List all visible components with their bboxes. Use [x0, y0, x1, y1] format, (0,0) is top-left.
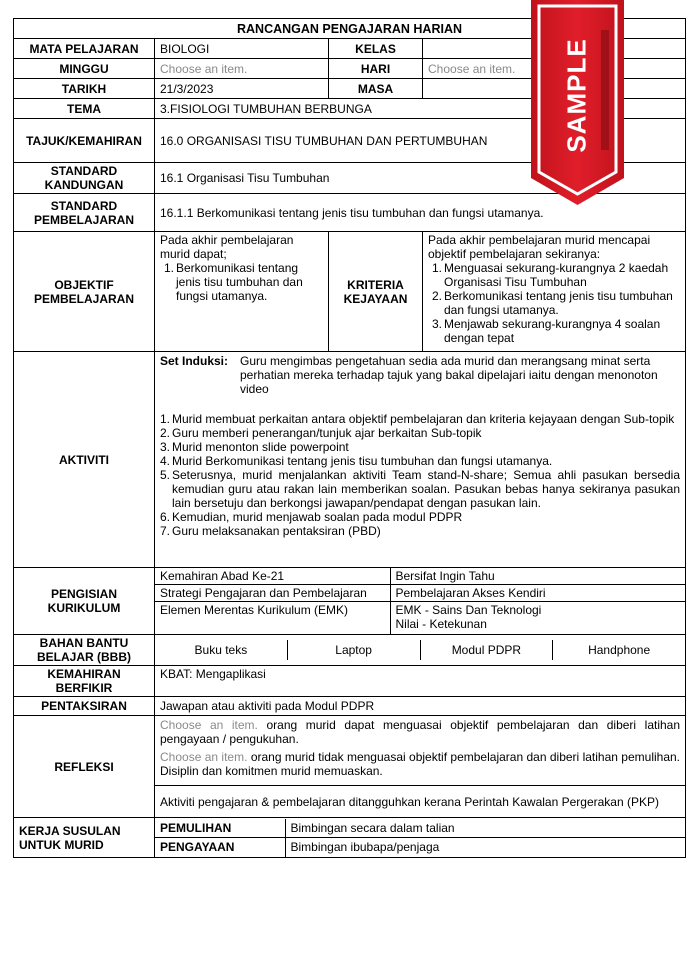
- standard-pembelajaran-label: [14, 194, 155, 232]
- pengisian-label-line1: PENGISIAN: [50, 587, 117, 601]
- hari-dropdown[interactable]: Choose an item.: [423, 59, 686, 79]
- kemahiran-berfikir-label-line2: BERFIKIR: [55, 681, 113, 695]
- bbb-item[interactable]: Modul PDPR: [420, 640, 553, 660]
- standard-kandungan-label-line2: KANDUNGAN: [44, 178, 124, 192]
- tema-value[interactable]: 3.FISIOLOGI TUMBUHAN BERBUNGA: [155, 99, 686, 119]
- pengayaan-label: PENGAYAAN: [155, 838, 285, 857]
- aktiviti-item: 5. Seterusnya, murid menjalankan aktiviti Team stand-N-share; Semua ahli pasukan bersedia kemudian guru atau rakan lain memberikan soalan. Pasukan bebas hanya sekiranya pasukan lain bersetuju dan berkongsi jawapan/pendapat dengan pasukan lain.: [160, 468, 681, 510]
- pengisian-label: [14, 568, 155, 635]
- pengisian-item[interactable]: Bersifat Ingin Tahu: [390, 568, 685, 585]
- pengayaan-value[interactable]: Bimbingan ibubapa/penjaga: [285, 838, 685, 857]
- objektif-item: 1. Berkomunikasi tentang jenis tisu tumbuhan dan fungsi utamanya.: [160, 261, 323, 303]
- pengisian-item[interactable]: Strategi Pengajaran dan Pembelajaran: [155, 585, 390, 602]
- objektif-label-line2: PEMBELAJARAN: [33, 291, 134, 306]
- aktiviti-item-text: Murid Berkomunikasi tentang jenis tisu tumbuhan dan fungsi utamanya.: [172, 454, 553, 468]
- aktiviti-item-text: Kemudian, murid menjawab soalan pada modul PDPR: [172, 510, 463, 524]
- kriteria-item: 2. Berkomunikasi tentang jenis tisu tumbuhan dan fungsi utamanya.: [428, 289, 680, 317]
- kerja-susulan-table: [155, 819, 685, 857]
- kriteria-item: 1. Menguasai sekurang-kurangnya 2 kaedah Organisasi Tisu Tumbuhan: [428, 261, 680, 289]
- kriteria-label-line2: KEJAYAAN: [343, 291, 408, 306]
- pengisian-item: EMK - Sains Dan Teknologi: [395, 603, 542, 617]
- aktiviti-item-text: Guru melaksanakan pentaksiran (PBD): [172, 524, 381, 538]
- kerja-susulan-content: [155, 818, 686, 858]
- aktiviti-content[interactable]: [155, 352, 686, 568]
- aktiviti-item: 7. Guru melaksanakan pentaksiran (PBD): [160, 524, 680, 538]
- kemahiran-berfikir-label-line1: KEMAHIRAN: [47, 667, 121, 681]
- pengisian-table: [155, 568, 685, 634]
- kemahiran-berfikir-label: [14, 666, 155, 697]
- kerja-susulan-label: [14, 818, 155, 858]
- pengisian-item: Nilai - Ketekunan: [395, 617, 487, 631]
- mata-pelajaran-value[interactable]: BIOLOGI: [155, 39, 329, 59]
- kriteria-item: 3. Menjawab sekurang-kurangnya 4 soalan dengan tepat: [428, 317, 680, 345]
- aktiviti-item-text: Guru memberi penerangan/tunjuk ajar berkaitan Sub-topik: [172, 426, 482, 440]
- objektif-label-line1: OBJEKTIF: [54, 277, 114, 292]
- aktiviti-label: AKTIVITI: [14, 352, 155, 568]
- sample-stamp: [531, 0, 624, 205]
- standard-kandungan-label-line1: STANDARD: [50, 164, 118, 178]
- refleksi-text-2: orang murid tidak menguasai objektif pembelajaran dan diberi latihan pemulihan. Disiplin dan komitmen murid memuaskan.: [160, 750, 681, 778]
- bbb-label-line2: BELAJAR (BBB): [37, 650, 131, 664]
- aktiviti-item: 6. Kemudian, murid menjawab soalan pada modul PDPR: [160, 510, 680, 524]
- tajuk-value[interactable]: 16.0 ORGANISASI TISU TUMBUHAN DAN PERTUMBUHAN: [155, 119, 686, 163]
- pemulihan-value[interactable]: Bimbingan secara dalam talian: [285, 819, 685, 838]
- kerja-susulan-label-line2: UNTUK MURID: [19, 837, 104, 852]
- kerja-susulan-label-line1: KERJA SUSULAN: [19, 823, 121, 838]
- aktiviti-item-text: Seterusnya, murid menjalankan aktiviti Team stand-N-share; Semua ahli pasukan bersedia kemudian guru atau rakan lain memberikan soalan. Pasukan bebas hanya sekiranya pasukan lain bersetuju dan berkongsi jawapan/pendapat dengan pasukan lain.: [172, 468, 681, 510]
- sample-stamp-text: SAMPLE: [562, 37, 592, 153]
- aktiviti-item-text: Murid menonton slide powerpoint: [172, 440, 349, 454]
- bbb-item[interactable]: Buku teks: [194, 643, 248, 657]
- standard-pembelajaran-value[interactable]: 16.1.1 Berkomunikasi tentang jenis tisu tumbuhan dan fungsi utamanya.: [155, 194, 686, 232]
- standard-kandungan-label: [14, 163, 155, 194]
- pengisian-item[interactable]: Kemahiran Abad Ke-21: [155, 568, 390, 585]
- hari-label: HARI: [329, 59, 423, 79]
- pentaksiran-value[interactable]: Jawapan atau aktiviti pada Modul PDPR: [155, 697, 686, 716]
- minggu-label: MINGGU: [14, 59, 155, 79]
- kriteria-item-text: Berkomunikasi tentang jenis tisu tumbuhan dan fungsi utamanya.: [444, 289, 673, 317]
- tarikh-value[interactable]: 21/3/2023: [155, 79, 329, 99]
- kriteria-item-text: Menjawab sekurang-kurangnya 4 soalan dengan tepat: [444, 317, 661, 345]
- bbb-content: [155, 635, 686, 666]
- set-induksi-text: Guru mengimbas pengetahuan sedia ada murid dan merangsang minat serta perhatian mereka terhadap tajuk yang bakal dipelajari iaitu dengan menonoton video: [240, 354, 658, 396]
- refleksi-dropdown-1[interactable]: Choose an item.: [160, 718, 258, 732]
- pengisian-item-group[interactable]: [390, 602, 685, 635]
- bbb-item[interactable]: Laptop: [287, 640, 420, 660]
- aktiviti-item-text: Murid membuat perkaitan antara objektif pembelajaran dan kriteria kejayaan dengan Sub-topik: [172, 412, 675, 426]
- minggu-dropdown[interactable]: Choose an item.: [155, 59, 329, 79]
- set-induksi-label: Set Induksi:: [160, 354, 229, 368]
- kriteria-label: [329, 232, 423, 352]
- kriteria-label-line1: KRITERIA: [347, 277, 404, 292]
- kriteria-content[interactable]: [423, 232, 686, 352]
- objektif-intro: Pada akhir pembelajaran murid dapat;: [160, 233, 294, 261]
- refleksi-line-2: [160, 750, 680, 778]
- pentaksiran-label: PENTAKSIRAN: [14, 697, 155, 716]
- refleksi-content[interactable]: [155, 716, 686, 786]
- refleksi-pkp[interactable]: Aktiviti pengajaran & pembelajaran ditangguhkan kerana Perintah Kawalan Pergerakan (PKP): [155, 786, 686, 818]
- objektif-content[interactable]: [155, 232, 329, 352]
- refleksi-text-1: orang murid dapat menguasai objektif pembelajaran dan diberi latihan pengayaan / pengukuhan.: [160, 718, 681, 746]
- aktiviti-item: 2. Guru memberi penerangan/tunjuk ajar berkaitan Sub-topik: [160, 426, 680, 440]
- pemulihan-label: PEMULIHAN: [155, 819, 285, 838]
- kriteria-intro: Pada akhir pembelajaran murid mencapai objektif pembelajaran sekiranya:: [428, 233, 651, 261]
- aktiviti-item: 3. Murid menonton slide powerpoint: [160, 440, 680, 454]
- pengisian-item[interactable]: Pembelajaran Akses Kendiri: [390, 585, 685, 602]
- kelas-label: KELAS: [329, 39, 423, 59]
- objektif-label: [14, 232, 155, 352]
- aktiviti-item: 4. Murid Berkomunikasi tentang jenis tisu tumbuhan dan fungsi utamanya.: [160, 454, 680, 468]
- refleksi-dropdown-2[interactable]: Choose an item.: [160, 750, 248, 764]
- refleksi-label: REFLEKSI: [14, 716, 155, 818]
- tema-label: TEMA: [14, 99, 155, 119]
- pengisian-label-line2: KURIKULUM: [47, 601, 121, 615]
- pengisian-content: [155, 568, 686, 635]
- standard-pembelajaran-label-line2: PEMBELAJARAN: [33, 212, 134, 227]
- standard-pembelajaran-label-line1: STANDARD: [50, 198, 118, 213]
- set-induksi: [160, 354, 680, 396]
- refleksi-line-1: [160, 718, 680, 746]
- tajuk-label: TAJUK/KEMAHIRAN: [14, 119, 155, 163]
- aktiviti-item: 1. Murid membuat perkaitan antara objektif pembelajaran dan kriteria kejayaan dengan Sub-topik: [160, 412, 680, 426]
- pengisian-item[interactable]: Elemen Merentas Kurikulum (EMK): [155, 602, 390, 635]
- standard-kandungan-value[interactable]: 16.1 Organisasi Tisu Tumbuhan: [155, 163, 686, 194]
- masa-label: MASA: [329, 79, 423, 99]
- bbb-label-line1: BAHAN BANTU: [39, 636, 129, 650]
- mata-pelajaran-label: MATA PELAJARAN: [14, 39, 155, 59]
- tarikh-label: TARIKH: [14, 79, 155, 99]
- kemahiran-berfikir-value[interactable]: KBAT: Mengaplikasi: [155, 666, 686, 697]
- bbb-label: [14, 635, 155, 666]
- document-title: RANCANGAN PENGAJARAN HARIAN: [14, 19, 686, 39]
- kriteria-item-text: Menguasai sekurang-kurangnya 2 kaedah Organisasi Tisu Tumbuhan: [444, 261, 669, 289]
- bbb-item[interactable]: Handphone: [552, 640, 685, 660]
- objektif-item-text: Berkomunikasi tentang jenis tisu tumbuhan dan fungsi utamanya.: [176, 261, 303, 303]
